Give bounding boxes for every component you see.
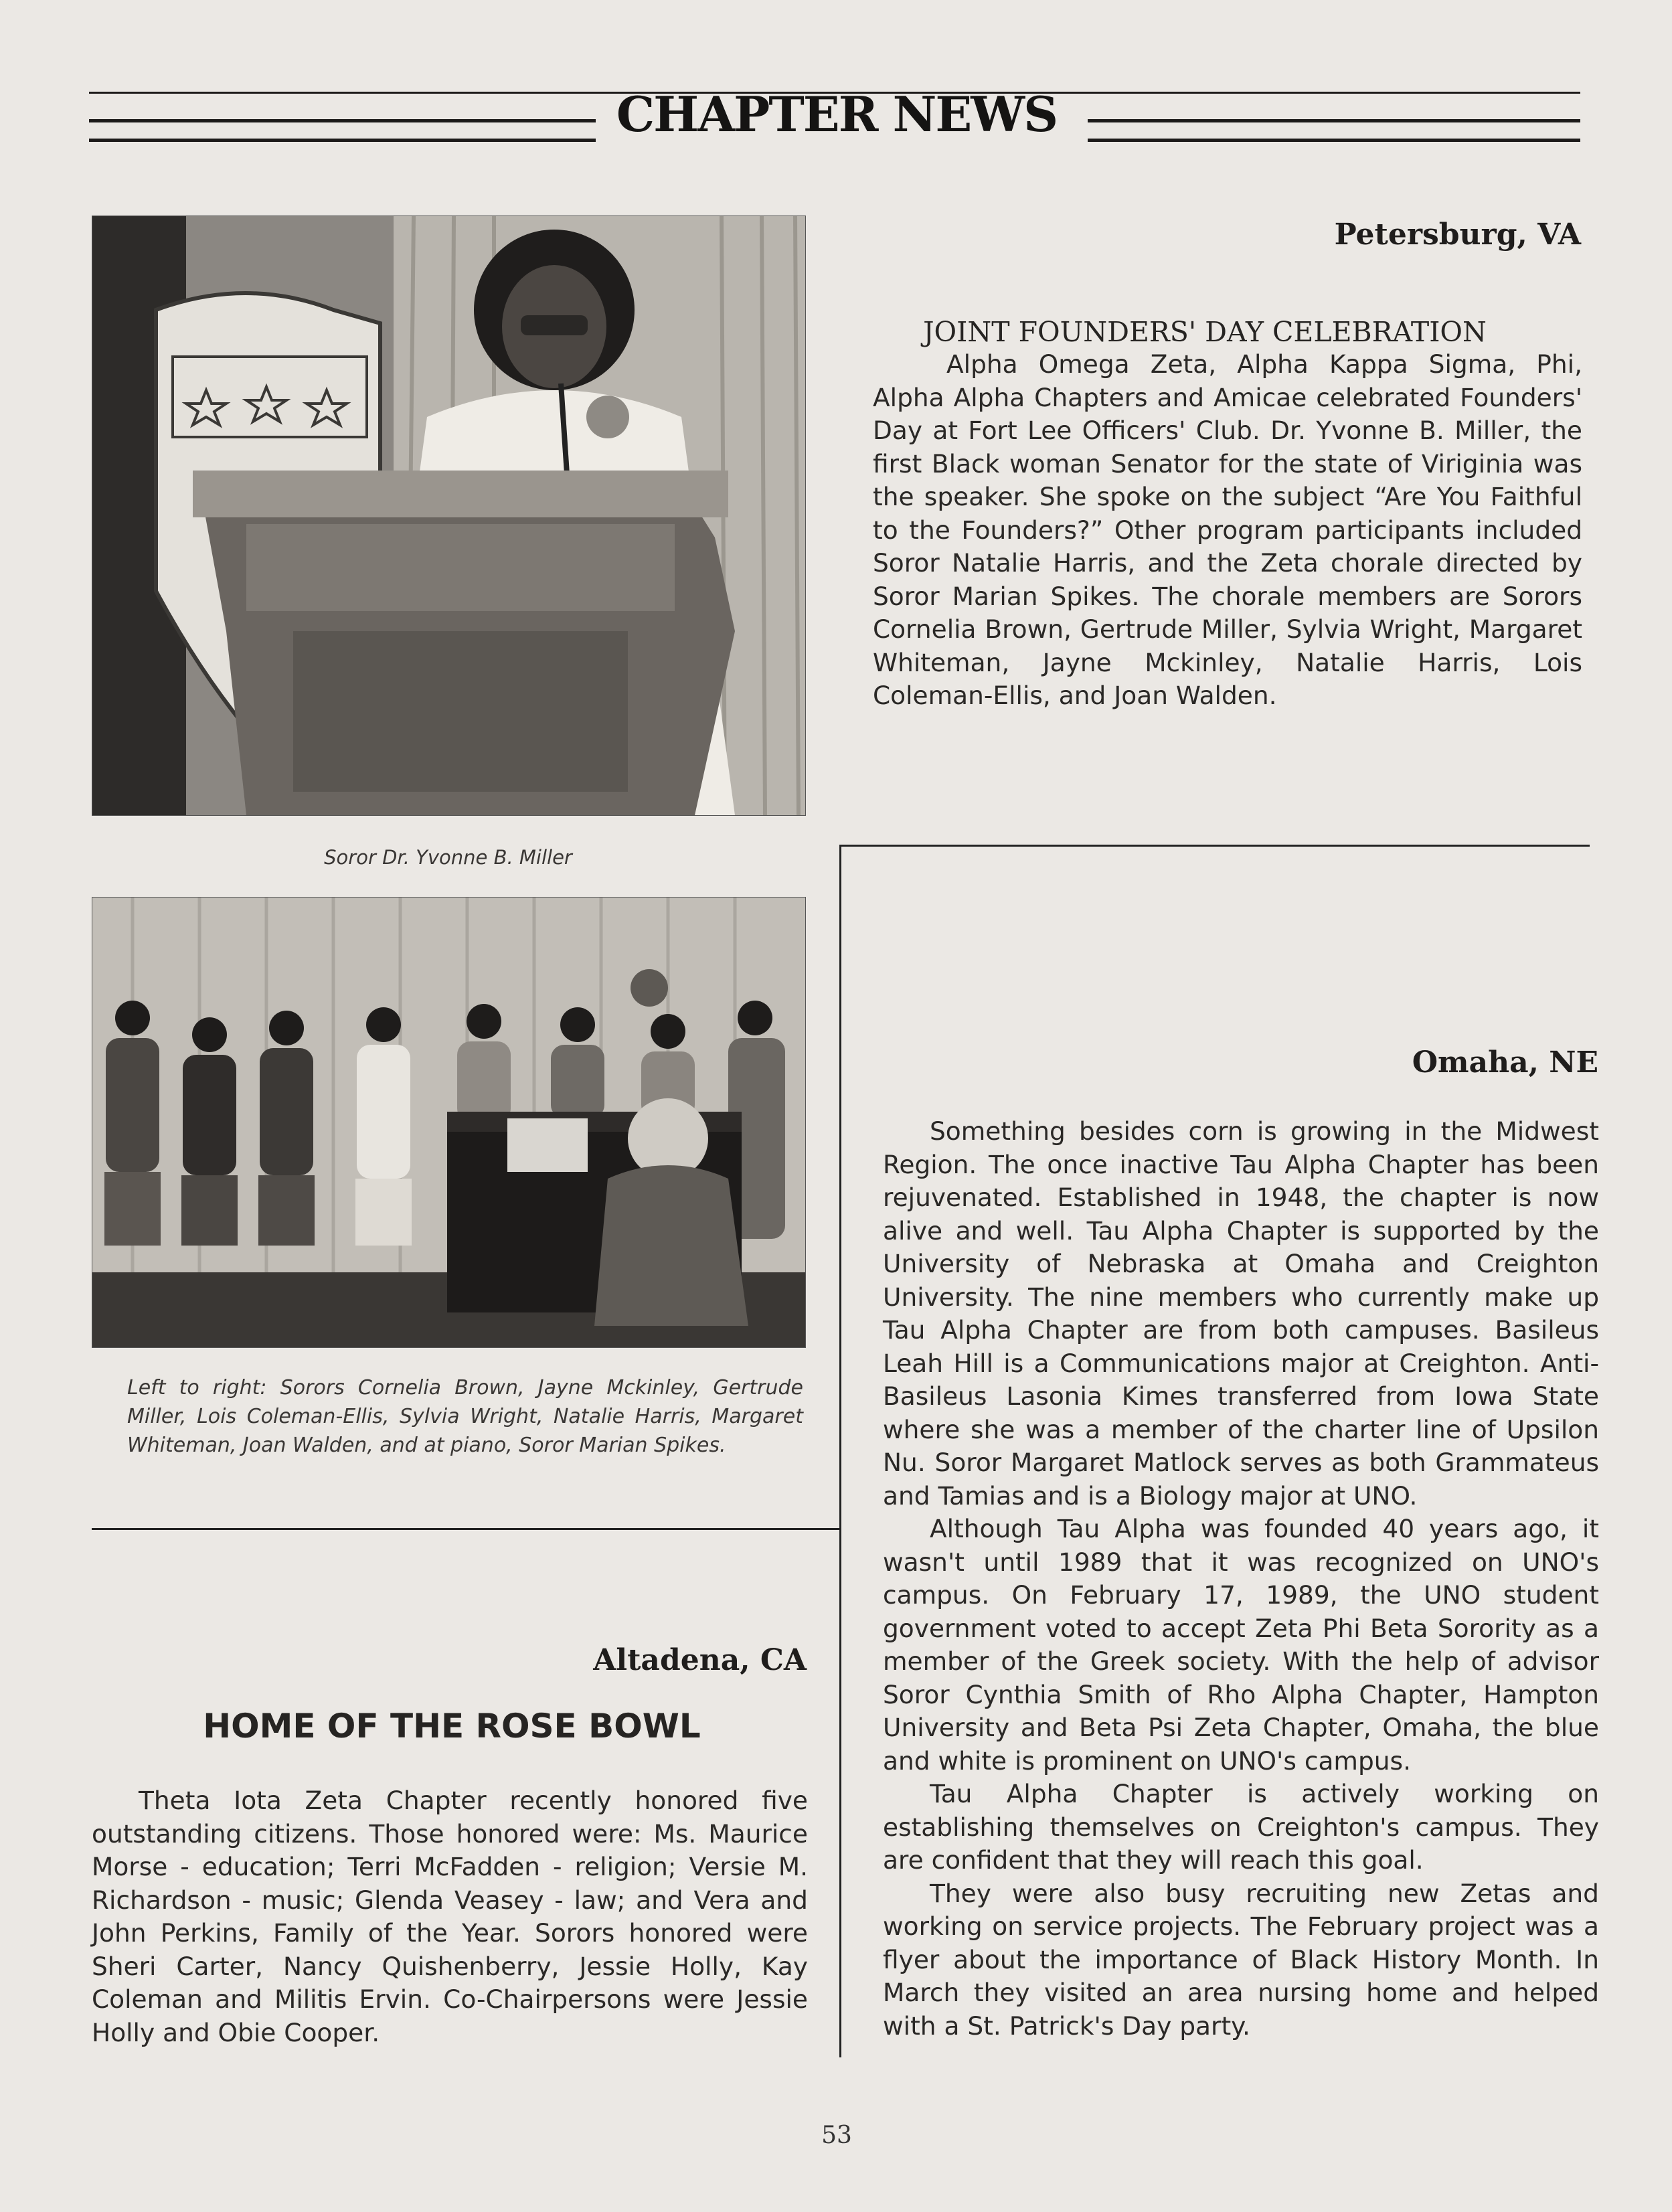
masthead-rule-right-2	[1088, 139, 1580, 142]
article-location-petersburg: Petersburg, VA	[1334, 218, 1581, 252]
photo-chorale	[92, 897, 806, 1348]
article-body-altadena	[92, 1784, 808, 2049]
divider-left	[92, 1528, 841, 1530]
article-paragraph: Alpha Omega Zeta, Alpha Kappa Sigma, Phi, Alpha Alpha Chapters and Amicae celebrated Founders' Day at Fort Lee Officers' Club. Dr. Yvonne B. Miller, the first Black woman Senator for the state of Viriginia was the speaker. She spoke on the subject “Are You Faithful to the Founders?” Other program participants included Soror Natalie Harris, and the Zeta chorale directed by Soror Marian Spikes. The chorale members are Sorors Cornelia Brown, Gertrude Miller, Sylvia Wright, Margaret Whiteman, Jayne Mckinley, Natalie Harris, Lois Coleman-Ellis, and Joan Walden.	[873, 349, 1582, 710]
column-rule	[839, 845, 841, 2057]
article-paragraph: Tau Alpha Chapter is actively working on establishing themselves on Creighton's campus. They are confident that they will reach this goal.	[883, 1779, 1599, 1875]
masthead-rule-left-1	[89, 119, 596, 122]
masthead-rule-left-2	[89, 139, 596, 142]
page-number: 53	[821, 2122, 852, 2149]
article-paragraph: Theta Iota Zeta Chapter recently honored five outstanding citizens. Those honored were: Ms. Maurice Morse - education; Terri McFadden - religion; Versie M. Richardson - music; Glenda Veasey - law; and Vera and John Perkins, Family of the Year. Sorors honored were Sheri Carter, Nancy Quishenberry, Jessie Holly, Kay Coleman and Militis Ervin. Co-Chairpersons were Jessie Holly and Obie Cooper.	[92, 1786, 808, 2047]
divider-right	[840, 845, 1590, 847]
article-paragraph: They were also busy recruiting new Zetas and working on service projects. The February project was a flyer about the importance of Black History Month. In March they visited an area nursing home and helped with a St. Patrick's Day party.	[883, 1878, 1599, 2041]
page-title: CHAPTER NEWS	[616, 86, 1058, 143]
article-headline-altadena: HOME OF THE ROSE BOWL	[203, 1707, 701, 1746]
photo-speaker-at-podium	[92, 216, 806, 816]
article-paragraph: Something besides corn is growing in the Midwest Region. The once inactive Tau Alpha Chapter has been rejuvenated. Established in 1948, the chapter is now alive and well. Tau Alpha Chapter is supported by the University of Nebraska at Omaha and Creighton University. The nine members who currently make up Tau Alpha Chapter are from both campuses. Basileus Leah Hill is a Communications major at Creighton. Anti-Basileus Lasonia Kimes transferred from Iowa State where she was a member of the charter line of Upsilon Nu. Soror Margaret Matlock serves as both Grammateus and Tamias and is a Biology major at UNO.	[883, 1116, 1599, 1511]
article-headline-petersburg: JOINT FOUNDERS' DAY CELEBRATION	[923, 316, 1487, 348]
photo-caption-chorale: Left to right: Sorors Cornelia Brown, Jayne Mckinley, Gertrude Miller, Lois Coleman-Ellis, Sylvia Wright, Natalie Harris, Margaret Whiteman, Joan Walden, and at piano, Soror Marian Spikes.	[127, 1376, 803, 1457]
photo-caption-speaker: Soror Dr. Yvonne B. Miller	[324, 846, 572, 869]
article-body-omaha	[883, 1115, 1599, 2043]
article-paragraph: Although Tau Alpha was founded 40 years ago, it wasn't until 1989 that it was recognized on UNO's campus. On February 17, 1989, the UNO student government voted to accept Zeta Phi Beta Sorority as a member of the Greek society. With the help of advisor Soror Cynthia Smith of Rho Alpha Chapter, Hampton University and Beta Psi Zeta Chapter, Omaha, the blue and white is prominent on UNO's campus.	[883, 1514, 1599, 1776]
article-location-altadena: Altadena, CA	[593, 1643, 807, 1677]
article-body-petersburg	[873, 348, 1582, 713]
article-location-omaha: Omaha, NE	[1412, 1045, 1598, 1080]
masthead-rule-right-1	[1088, 119, 1580, 122]
